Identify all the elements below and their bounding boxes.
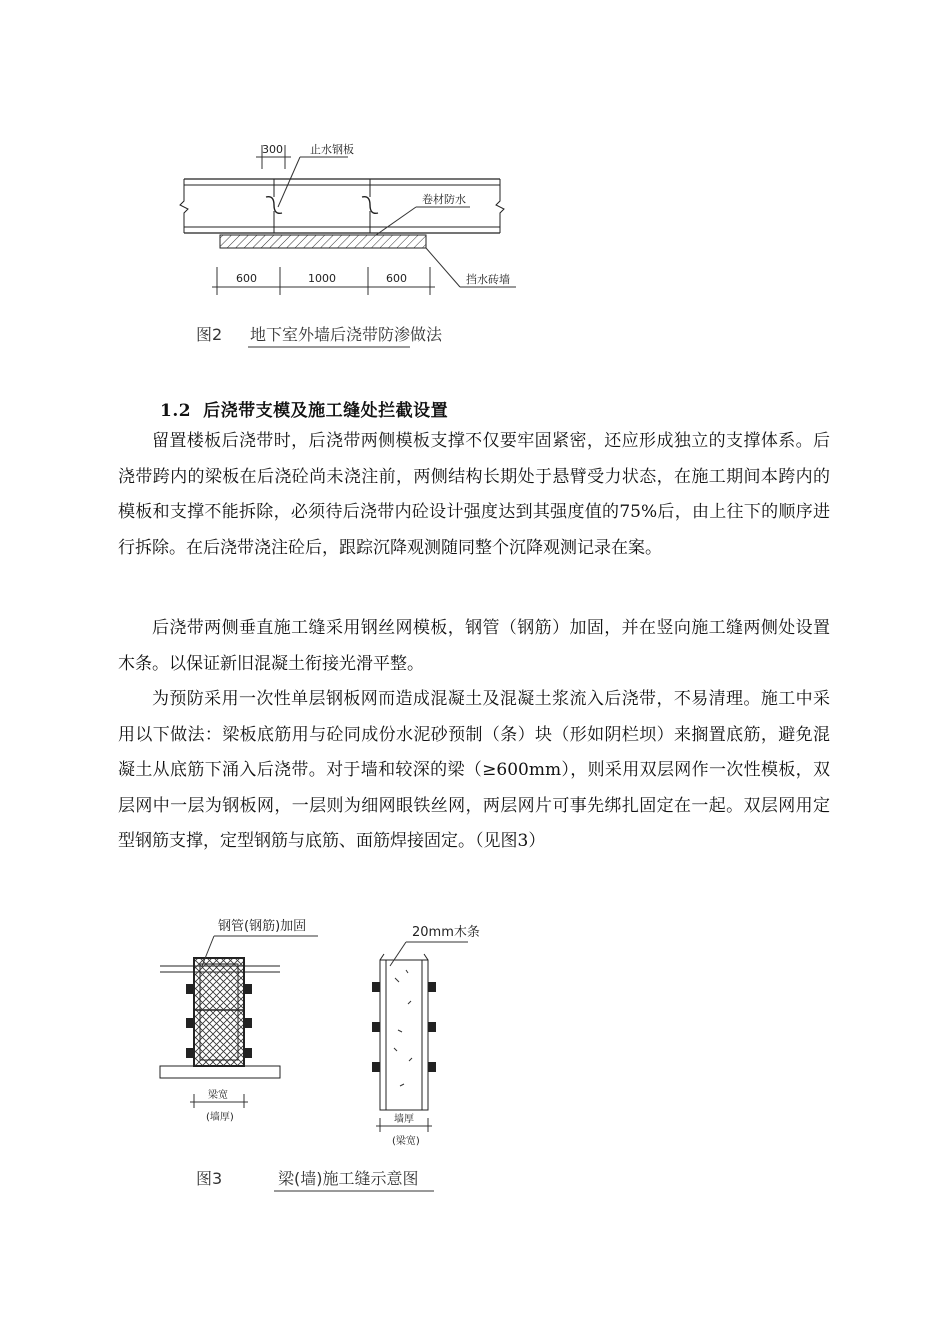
fig2-caption-num: 图2 [196, 325, 223, 344]
dim-600-right: 600 [386, 272, 407, 285]
dim-300-label: 300 [262, 143, 283, 156]
dim-300 [256, 143, 291, 169]
wall-thickness-sub: (梁宽) [392, 1136, 420, 1147]
dim-600-left: 600 [236, 272, 257, 285]
dims-bottom [212, 267, 435, 295]
label-pipe: 钢管(钢筋)加固 [218, 919, 307, 934]
label-waterstop: 止水钢板 [310, 143, 354, 156]
section-heading [160, 396, 448, 421]
beam-width-label: 梁宽 [208, 1090, 228, 1101]
label-strip: 20mm木条 [412, 925, 480, 940]
beam-width-sub: (墙厚) [206, 1112, 234, 1123]
label-membrane: 卷材防水 [422, 193, 466, 206]
paragraph-1: 留置楼板后浇带时，后浇带两侧模板支撑不仅要牢固紧密，还应形成独立的支撑体系。后浇带跨内的梁板在后浇砼尚未浇注前，两侧结构长期处于悬臂受力状态，在施工期间本跨内的模板和支撑不能拆除，必须待后浇带内砼设计强度达到其强度值的75%后，由上往下的顺序进行拆除。在后浇带浇注砼后，跟踪沉降观测随同整个沉降观测记录在案。 [118, 431, 830, 558]
section-title: 后浇带支模及施工缝处拦截设置 [203, 401, 449, 421]
beam-section [160, 958, 280, 1123]
wall-thickness-label: 墙厚 [394, 1114, 414, 1125]
figure-2 [170, 135, 550, 360]
paragraph-3: 为预防采用一次性单层钢板网而造成混凝土及混凝土浆流入后浇带，不易清理。施工中采用以下做法：梁板底筋用与砼同成份水泥砂预制（条）块（形如阴栏坝）来搁置底筋，避免混凝土从底筋下涌入后浇带。对于墙和较深的梁（≥600mm），则采用双层网作一次性模板，双层网中一层为钢板网，一层则为细网眼铁丝网，两层网片可事先绑扎固定在一起。双层网用定型钢筋支撑，定型钢筋与底筋、面筋焊接固定。（见图3） [118, 689, 830, 851]
fig2-caption-text: 地下室外墙后浇带防渗做法 [250, 325, 443, 344]
label-brickwall: 挡水砖墙 [466, 273, 510, 286]
fig3-caption-num: 图3 [196, 1169, 223, 1188]
figure-3 [150, 908, 490, 1198]
wall-section-3 [372, 954, 436, 1147]
fig3-caption-text: 梁(墙)施工缝示意图 [278, 1169, 419, 1188]
section-number: 1.2 [160, 401, 192, 421]
wall-section [180, 179, 504, 233]
dim-1000: 1000 [308, 272, 336, 285]
paragraph-2: 后浇带两侧垂直施工缝采用钢丝网模板，钢管（钢筋）加固，并在竖向施工缝两侧处设置木条。以保证新旧混凝土衔接光滑平整。 [118, 618, 830, 674]
brick-wall [220, 235, 426, 248]
